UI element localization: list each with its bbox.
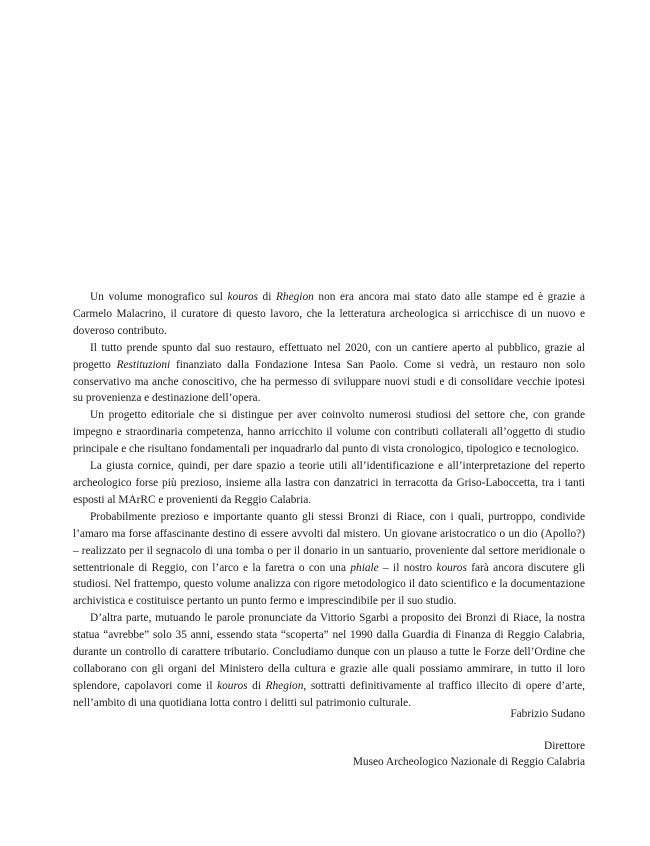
italic-term: kouros bbox=[436, 561, 467, 574]
signature-name: Fabrizio Sudano bbox=[510, 708, 585, 720]
paragraph bbox=[73, 407, 585, 458]
paragraph bbox=[73, 509, 585, 610]
text-run: di bbox=[247, 679, 266, 692]
signature-institution: Museo Archeologico Nazionale di Reggio Calabria bbox=[352, 756, 585, 768]
italic-term: phiale bbox=[350, 561, 379, 574]
body-text bbox=[73, 289, 585, 712]
paragraph bbox=[73, 289, 585, 340]
text-run: Un volume monografico sul bbox=[90, 291, 228, 303]
italic-term: Rhegion bbox=[265, 679, 304, 692]
text-run: finanziato dalla Fondazione Intesa San Paolo. Come si vedrà, un restauro non solo conservativo ma anche conoscitivo, che ha permesso di sviluppare nuovi studi e di consolidare vecchie ipotesi su provenienza e destinazione dell’opera. bbox=[73, 358, 585, 405]
text-run: , sottratti definitivamente al traffico illecito di opere d’arte, nell’ambito di una quotidiana lotta contro i delitti sul patrimonio culturale. bbox=[73, 679, 586, 709]
text-run: La giusta cornice, quindi, per dare spazio a teorie utili all’identificazione e all’interpretazione del reperto archeologico forse più prezioso, insieme alla lastra con danzatrici in terracotta da Griso-Laboccetta, tra i tanti esposti al MArRC e provenienti da Reggio Calabria. bbox=[73, 460, 585, 506]
paragraph bbox=[73, 340, 585, 408]
italic-term: kouros bbox=[227, 291, 258, 303]
italic-term: kouros bbox=[217, 679, 248, 692]
text-run: – il nostro bbox=[378, 561, 437, 574]
text-run: non era ancora mai stato dato alle stampe ed è grazie a Carmelo Malacrino, il curatore di questo lavoro, che la letteratura archeologica si arricchisce di un nuovo e doveroso contributo. bbox=[73, 291, 586, 337]
signature-title: Direttore bbox=[544, 740, 585, 752]
paragraph bbox=[73, 458, 585, 509]
paragraph bbox=[73, 610, 585, 711]
text-run: di bbox=[257, 291, 276, 303]
text-run: Probabilmente prezioso e importante quanto gli stessi Bronzi di Riace, con i quali, purtroppo, condivide l’amaro ma forse affascinante destino di essere avvolti dal mistero. Un giovane aristocratico o un dio (Apollo?) – realizzato per il segnacolo di una tomba o per il donario in un santuario, proveniente dal settore meridionale o settentrionale di Reggio, con l’arco e la faretra o con una bbox=[73, 510, 585, 574]
text-run: D’altra parte, mutuando le parole pronunciate da Vittorio Sgarbi a proposito dei Bronzi di Riace, la nostra statua “avrebbe” solo 35 anni, essendo stata “scoperta” nel 1990 dalla Guardia di Finanza di Reggio Calabria, durante un controllo di carattere tributario. Concludiamo dunque con un plauso a tutte le Forze dell’Ordine che collaborano con gli organi del Ministero della cultura e grazie alle quali possiamo ammirare, in tutto il loro splendore, capolavori come il bbox=[73, 612, 585, 692]
italic-term: Restituzioni bbox=[116, 358, 171, 371]
text-run: Un progetto editoriale che si distingue per aver coinvolto numerosi studiosi del settore che, con grande impegno e straordinaria competenza, hanno arricchito il volume con contributi collaterali all’oggetto di studio principale e che risultano fondamentali per inquadrarlo dal punto di vista cronologico, tipologico e tecnologico. bbox=[73, 409, 585, 456]
italic-term: Rhegion bbox=[275, 291, 314, 303]
text-run: Il tutto prende spunto dal suo restauro, effettuato nel 2020, con un cantiere aperto al pubblico, grazie al progetto bbox=[73, 341, 585, 371]
text-run: farà ancora discutere gli studiosi. Nel frattempo, questo volume analizza con rigore metodologico il dato scientifico e la documentazione archivistica e costituisce pertanto un punto fermo e imprescindibile per il suo studio. bbox=[73, 561, 586, 608]
